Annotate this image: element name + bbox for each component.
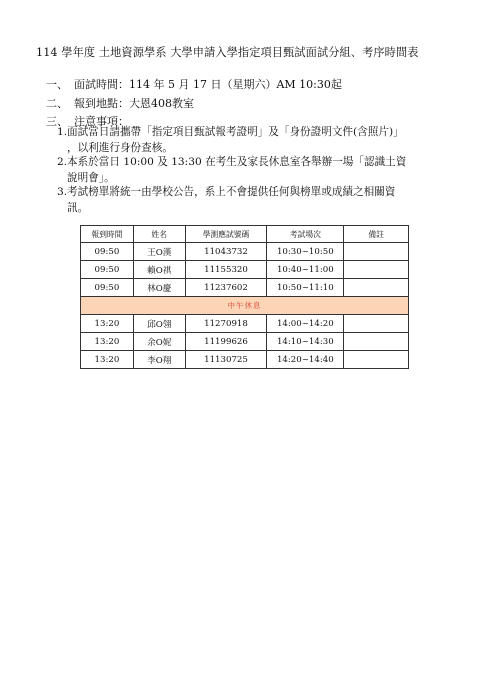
cell-name: 賴O祺	[133, 261, 185, 279]
cell-session: 14:20~14:40	[267, 351, 344, 369]
header-checkin-time: 報到時間	[81, 226, 134, 243]
cell-exam-number: 11270918	[185, 315, 267, 333]
cell-checkin-time: 13:20	[81, 351, 134, 369]
table-row	[81, 351, 409, 369]
section-time	[46, 76, 342, 92]
cell-exam-number: 11199626	[185, 333, 267, 351]
table-row	[81, 261, 409, 279]
section-number: 一、	[46, 78, 68, 91]
cell-session: 14:00~14:20	[267, 315, 344, 333]
cell-checkin-time: 09:50	[81, 243, 134, 261]
note-text: 本系於當日 10:00 及 13:30 在考生及家長休息室各舉辦一場「認識土資	[67, 156, 407, 168]
section-text: 注意事項：	[74, 115, 129, 128]
cell-name: 余O妮	[133, 333, 185, 351]
page-title: 114 學年度 土地資源學系 大學申請入學指定項目甄試面試分組、考序時間表	[36, 46, 419, 59]
header-remarks: 備註	[344, 226, 409, 243]
cell-session: 10:50~11:10	[267, 279, 344, 297]
lunch-break-row	[81, 297, 409, 315]
cell-exam-number: 11130725	[185, 351, 267, 369]
cell-remarks	[344, 279, 409, 297]
cell-exam-number: 11237602	[185, 279, 267, 297]
cell-checkin-time: 09:50	[81, 261, 134, 279]
note-number: 2.	[57, 156, 68, 168]
header-name: 姓名	[133, 226, 185, 243]
cell-session: 10:40~11:00	[267, 261, 344, 279]
table-row	[81, 243, 409, 261]
cell-name: 王O漢	[133, 243, 185, 261]
table-row	[81, 333, 409, 351]
table-row	[81, 315, 409, 333]
section-number: 二、	[46, 97, 68, 110]
header-session: 考試場次	[267, 226, 344, 243]
cell-name: 林O慶	[133, 279, 185, 297]
cell-exam-number: 11043732	[185, 243, 267, 261]
cell-name: 李O翔	[133, 351, 185, 369]
cell-name: 邱O翎	[133, 315, 185, 333]
note-item-2	[57, 154, 457, 186]
note-item-3	[57, 184, 457, 216]
cell-remarks	[344, 243, 409, 261]
note-text-continued: 說明會」。	[67, 172, 115, 184]
section-text: 面試時間：114 年 5 月 17 日（星期六）AM 10:30起	[74, 78, 342, 91]
section-location	[46, 95, 194, 111]
cell-remarks	[344, 261, 409, 279]
cell-checkin-time: 09:50	[81, 279, 134, 297]
note-text: 面試當日請攜帶「指定項目甄試報考證明」及「身份證明文件(含照片)」	[67, 126, 404, 138]
note-number: 1.	[57, 126, 68, 138]
cell-remarks	[344, 315, 409, 333]
note-text-continued: 訊。	[67, 202, 89, 214]
cell-remarks	[344, 351, 409, 369]
cell-remarks	[344, 333, 409, 351]
table-header-row	[81, 226, 409, 243]
cell-session: 14:10~14:30	[267, 333, 344, 351]
note-number: 3.	[57, 186, 68, 198]
table-row	[81, 279, 409, 297]
section-text: 報到地點：大恩408教室	[74, 97, 194, 110]
lunch-break-label: 中午休息	[81, 297, 409, 315]
cell-checkin-time: 13:20	[81, 333, 134, 351]
schedule-table	[80, 225, 409, 369]
note-item-1	[57, 124, 457, 156]
cell-exam-number: 11155320	[185, 261, 267, 279]
cell-checkin-time: 13:20	[81, 315, 134, 333]
header-exam-number: 學測應試號碼	[185, 226, 267, 243]
section-number: 三、	[46, 115, 68, 128]
cell-session: 10:30~10:50	[267, 243, 344, 261]
note-text-continued: ，以利進行身份查核。	[67, 142, 173, 154]
note-text: 考試榜單將統一由學校公告，系上不會提供任何與榜單或成績之相關資	[67, 186, 396, 198]
